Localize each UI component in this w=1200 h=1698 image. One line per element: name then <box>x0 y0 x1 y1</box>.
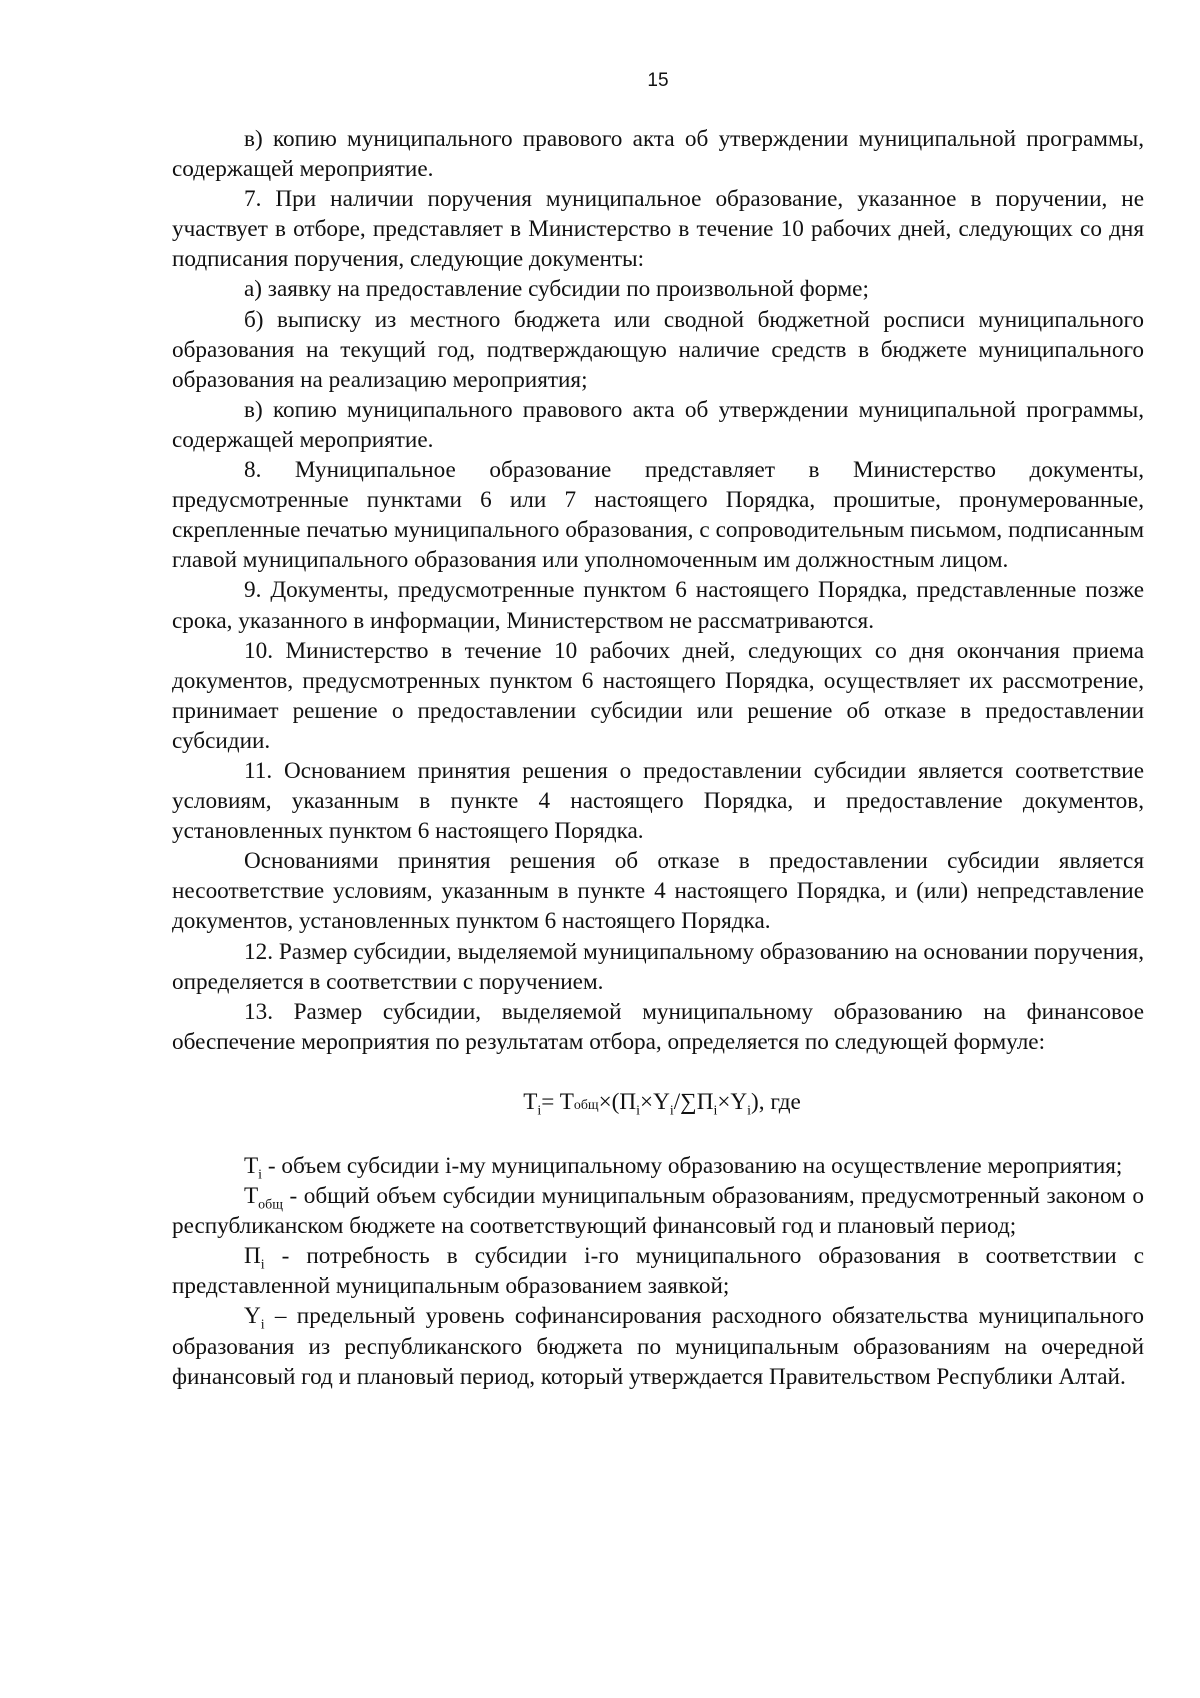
definition-yi: $Y_i$ – предельный уровень софинансирования расходного обязательства муниципального образования из республиканского бюджета по муниципальным образованиям на очередной финансовый год и плановый период, который утверждается Правительством Республики Алтай. <box>172 1303 1144 1390</box>
paragraph-7: 7. При наличии поручения муниципальное образование, указанное в поручении, не участвует в отборе, представляет в Министерство в течение 10 рабочих дней, следующих со дня подписания поручения, следующие документы: <box>172 186 1144 273</box>
paragraph-11-refusal: Основаниями принятия решения об отказе в предоставлении субсидии является несоответствие условиям, указанным в пункте 4 настоящего Порядка, и (или) непредставление документов, установленных пунктом 6 настоящего Порядка. <box>172 848 1144 935</box>
paragraph-6v: в) копию муниципального правового акта об утверждении муниципальной программы, содержащей мероприятие. <box>172 126 1144 183</box>
paragraph-8: 8. Муниципальное образование представляет в Министерство документы, предусмотренные пунктами 6 или 7 настоящего Порядка, прошитые, пронумерованные, скрепленные печатью муниципального образования, с сопроводительным письмом, подписанным главой муниципального образования или уполномоченным им должностным лицом. <box>172 457 1144 574</box>
paragraph-7a: а) заявку на предоставление субсидии по произвольной форме; <box>244 276 869 303</box>
paragraph-11: 11. Основанием принятия решения о предоставлении субсидии является соответствие условиям, указанным в пункте 4 настоящего Порядка, и предоставление документов, установленных пунктом 6 настоящего Порядка. <box>172 757 1144 845</box>
page-number: 15 <box>647 70 669 91</box>
paragraph-9: 9. Документы, предусмотренные пунктом 6 настоящего Порядка, представленные позже срока, указанного в информации, Министерством не рассматриваются. <box>172 577 1144 634</box>
paragraph-12: 12. Размер субсидии, выделяемой муниципальному образованию на основании поручения, определяется в соответствии с поручением. <box>172 938 1144 995</box>
paragraph-13: 13. Размер субсидии, выделяемой муниципальному образованию на финансовое обеспечение мероприятия по результатам отбора, определяется по следующей формуле: <box>172 998 1144 1055</box>
definition-tobsh: $T_{общ}$ - общий объем субсидии муниципальным образованиям, предусмотренный законом о республиканском бюджете на соответствующий финансовый год и плановый период; <box>172 1183 1144 1240</box>
definition-pi: $П_i$ - потребность в субсидии i-го муниципального образования в соответствии с представленной муниципальным образованием заявкой; <box>172 1243 1144 1300</box>
subsidy-formula: $T_i=$ $Tобщ\times(П_i\times Y_i/\sum П_i\times Y_i)$, где <box>523 1088 801 1119</box>
definition-ti: $T_i$ - объем субсидии i-му муниципальному образованию на осуществление мероприятия; <box>244 1153 1123 1183</box>
paragraph-7b: б) выписку из местного бюджета или сводной бюджетной росписи муниципального образования на текущий год, подтверждающую наличие средств в бюджете муниципального образования на реализацию мероприятия; <box>172 306 1144 393</box>
paragraph-7v: в) копию муниципального правового акта об утверждении муниципальной программы, содержащей мероприятие. <box>172 396 1144 453</box>
paragraph-10: 10. Министерство в течение 10 рабочих дней, следующих со дня окончания приема документов, предусмотренных пунктом 6 настоящего Порядка, осуществляет их рассмотрение, принимает решение о предоставлении субсидии или решение об отказе в предоставлении субсидии. <box>172 637 1144 754</box>
document-body <box>172 124 1144 1392</box>
